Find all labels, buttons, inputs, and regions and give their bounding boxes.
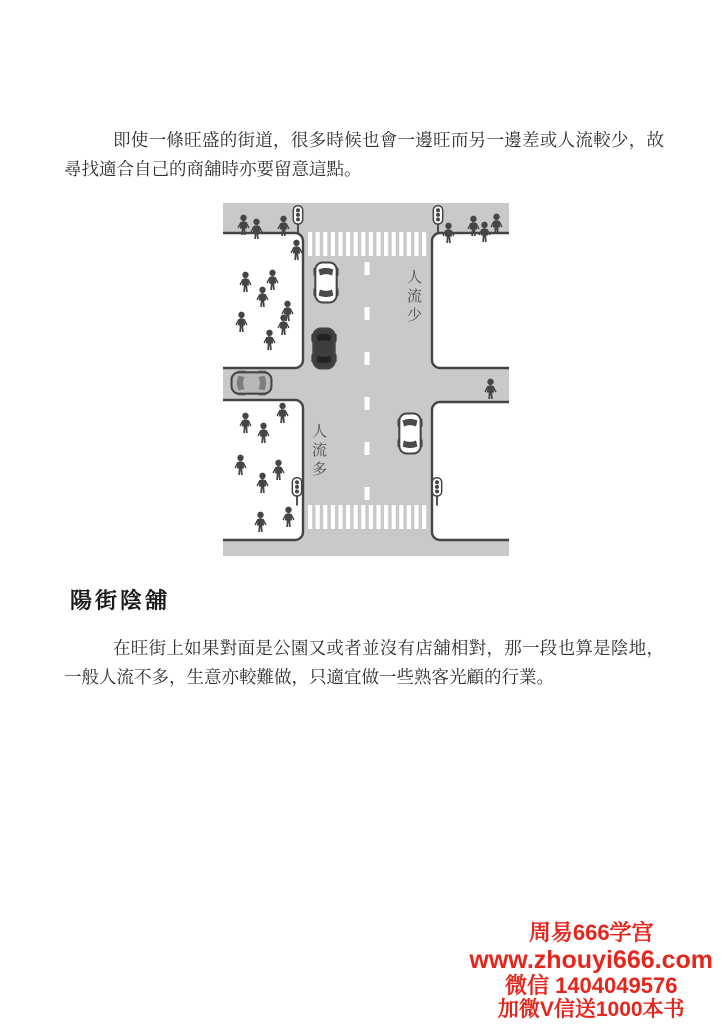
building-block-top-right — [432, 233, 509, 368]
building-block-bottom-right — [432, 402, 509, 540]
label-few-pedestrian-flow: 人流少 — [405, 269, 422, 326]
watermark-url: www.zhouyi666.com — [469, 945, 713, 974]
section-body-paragraph: 在旺街上如果對面是公園又或者並沒有店舖相對，那一段也算是陰地，一般人流不多，生意亦較難做，只適宜做一些熟客光顧的行業。 — [64, 638, 664, 687]
car-icon — [311, 329, 336, 369]
watermark — [469, 921, 713, 1022]
street-diagram-canvas — [223, 203, 509, 556]
car-icon — [232, 370, 272, 395]
section-heading: 陽街陰舖 — [70, 588, 171, 613]
intro-paragraph: 即使一條旺盛的街道，很多時候也會一邊旺而另一邊差或人流較少，故尋找適合自己的商舖時亦要留意這點。 — [64, 130, 664, 179]
watermark-site-name: 周易666学宫 — [528, 920, 654, 946]
car-icon — [397, 414, 422, 454]
car-icon — [313, 263, 338, 303]
street-diagram — [223, 203, 509, 556]
label-many-pedestrian-flow: 人流多 — [310, 423, 327, 480]
watermark-promo: 加微V信送1000本书 — [497, 998, 685, 1022]
watermark-wechat: 微信 1404049576 — [504, 972, 678, 998]
